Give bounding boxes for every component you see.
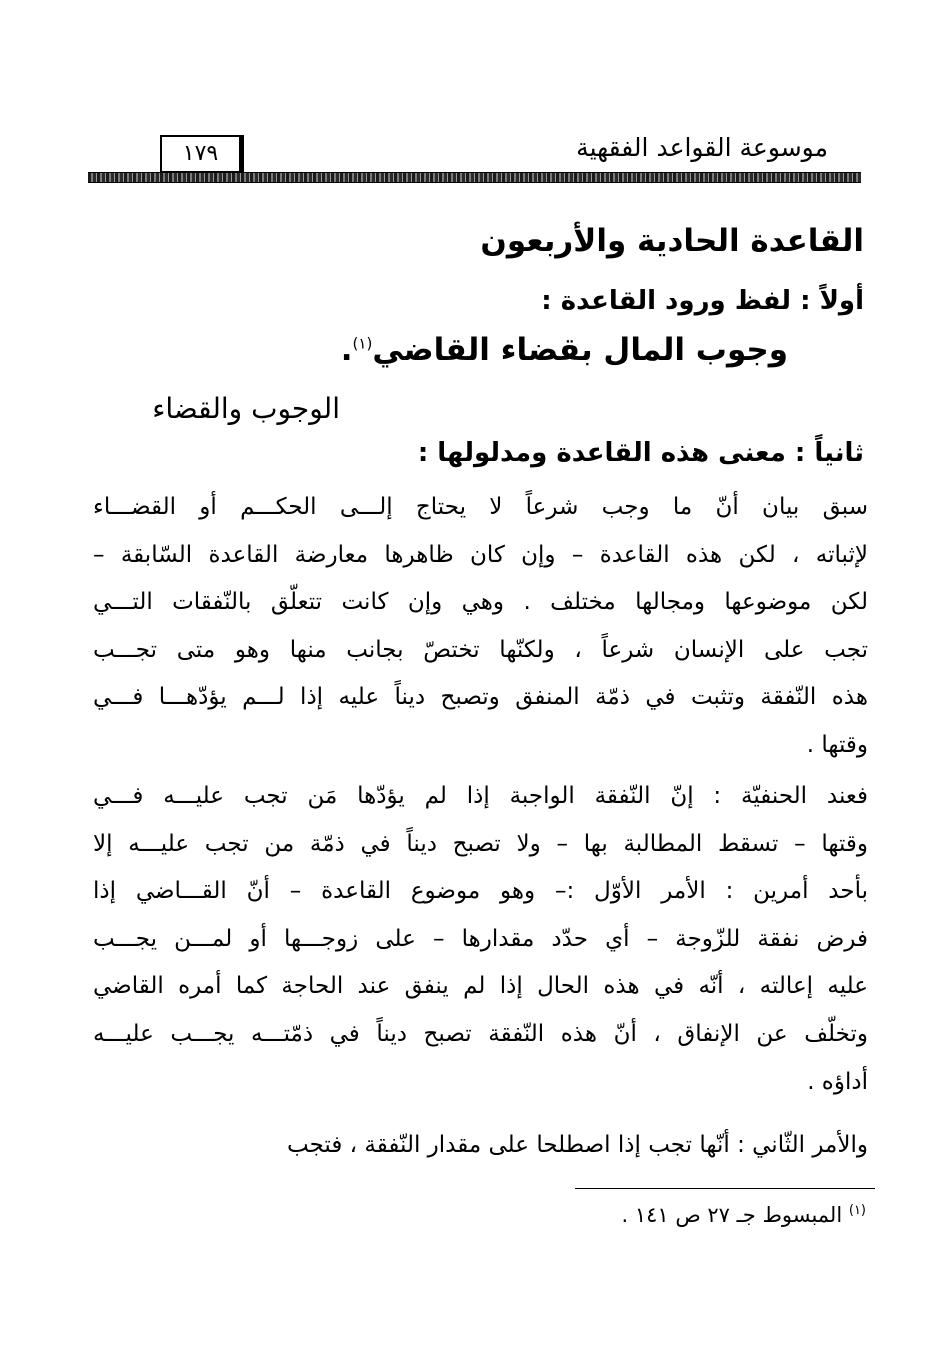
paragraph-line: لإثباته ، لكن هذه القاعدة – وإن كان ظاهرها معارضة القاعدة السّابقة – bbox=[93, 541, 868, 568]
paragraph-line: عليه إعالته ، أنّه في هذه الحال إذا لم ينفق عند الحاجة كما أمره القاضي bbox=[93, 973, 868, 1000]
rule-text-body: وجوب المال بقضاء القاضي bbox=[372, 332, 788, 368]
paragraph-1 bbox=[93, 484, 868, 770]
rule-keywords: الوجوب والقضاء bbox=[152, 392, 340, 425]
paragraph-line: وتخلّف عن الإنفاق ، أنّ هذه النّفقة تصبح ديناً في ذمّتـــه يجـــب عليـــه bbox=[93, 1020, 868, 1047]
paragraph-line: لكن موضوعها ومجالها مختلف . وهي وإن كانت تتعلّق بالنّفقات التـــي bbox=[93, 589, 868, 616]
paragraph-line: وقتها . bbox=[806, 731, 868, 758]
paragraph-line: وقتها – تسقط المطالبة بها – ولا تصبح ديناً في ذمّة من تجب عليـــه إلا bbox=[93, 830, 868, 857]
paragraph-line: سبق بيان أنّ ما وجب شرعاً لا يحتاج إلـــى الحكـــم أو القضـــاء bbox=[93, 494, 868, 520]
footnote-reference: (١) bbox=[352, 334, 373, 353]
footnote bbox=[621, 1203, 866, 1227]
paragraph-2 bbox=[93, 773, 868, 1106]
first-heading: أولاً : لفظ ورود القاعدة : bbox=[541, 286, 864, 316]
paragraph-line: أداؤه . bbox=[807, 1068, 868, 1095]
footnote-mark: (١) bbox=[848, 1203, 866, 1218]
paragraph-line: والأمر الثّاني : أنّها تجب إذا اصطلحا على مقدار النّفقة ، فتجب bbox=[287, 1132, 868, 1158]
second-heading: ثانياً : معنى هذه القاعدة ومدلولها : bbox=[417, 438, 864, 468]
header-divider bbox=[88, 172, 861, 183]
paragraph-line: تجب على الإنسان شرعاً ، ولكنّها تختصّ بجانب منها وهو متى تجـــب bbox=[93, 636, 868, 663]
paragraph-3 bbox=[93, 1122, 868, 1170]
rule-title: القاعدة الحادية والأربعون bbox=[480, 223, 864, 259]
page-number: ١٧٩ bbox=[160, 135, 244, 173]
running-title: موسوعة القواعد الفقهية bbox=[576, 133, 828, 162]
rule-text bbox=[341, 332, 788, 368]
paragraph-line: هذه النّفقة وتثبت في ذمّة المنفق وتصبح ديناً عليه إذا لـــم يؤدّهـــا فـــي bbox=[93, 684, 868, 711]
rule-text-end: . bbox=[340, 332, 353, 368]
paragraph-line: بأحد أمرين : الأمر الأوّل :– وهو موضوع القاعدة – أنّ القـــاضي إذا bbox=[93, 878, 868, 905]
paragraph-line: فعند الحنفيّة : إنّ النّفقة الواجبة إذا لم يؤدّها مَن تجب عليـــه فـــي bbox=[93, 783, 868, 809]
footnote-text: المبسوط جـ ٢٧ ص ١٤١ . bbox=[621, 1203, 843, 1227]
paragraph-line: فرض نفقة للزّوجة – أي حدّد مقدارها – على زوجـــها أو لمـــن يجـــب bbox=[93, 925, 868, 952]
footnote-divider bbox=[575, 1188, 875, 1189]
